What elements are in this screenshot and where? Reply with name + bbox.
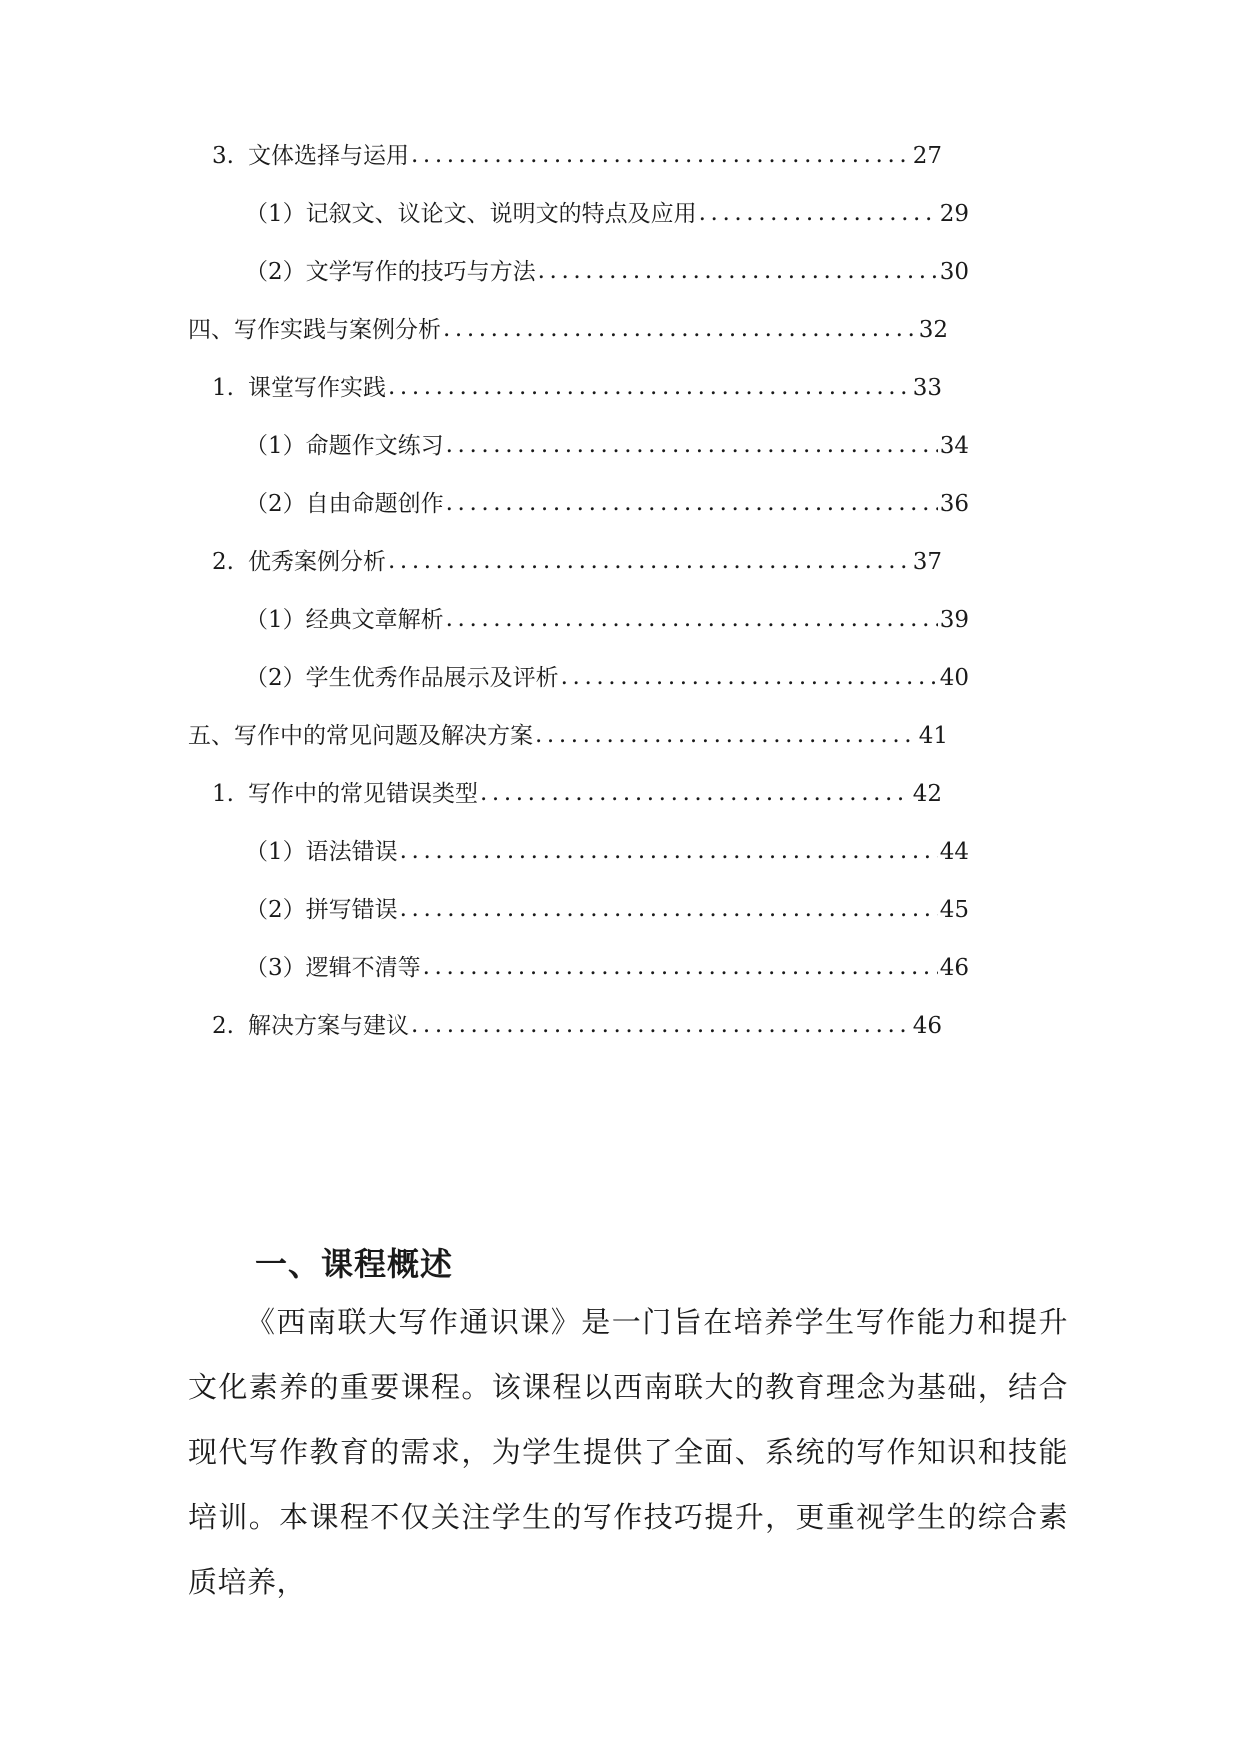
toc-entry-page: 39 — [939, 607, 969, 632]
toc-entry-title: 优秀案例分析 — [248, 549, 386, 574]
toc-leader-dots — [411, 1014, 911, 1038]
toc-entry-page: 46 — [912, 1013, 942, 1038]
toc-entry[interactable] — [188, 302, 948, 342]
toc-entry[interactable] — [245, 476, 969, 516]
toc-entry[interactable] — [245, 650, 969, 690]
toc-entry-title: （2）文学写作的技巧与方法 — [245, 259, 536, 284]
toc-leader-dots — [561, 666, 938, 690]
toc-entry[interactable] — [245, 592, 969, 632]
toc-leader-dots — [446, 434, 938, 458]
toc-entry-page: 42 — [912, 781, 942, 806]
toc-entry-number: 1. — [212, 781, 234, 806]
toc-entry[interactable] — [245, 418, 969, 458]
toc-entry[interactable] — [245, 940, 969, 980]
toc-leader-dots — [388, 376, 911, 400]
toc-entry[interactable] — [188, 708, 948, 748]
toc-entry-page: 41 — [918, 723, 948, 748]
toc-leader-dots — [443, 318, 917, 342]
toc-entry-page: 44 — [939, 839, 969, 864]
toc-entry[interactable] — [212, 766, 942, 806]
toc-leader-dots — [538, 260, 938, 284]
toc-entry-page: 46 — [939, 955, 969, 980]
toc-entry-title: （1）语法错误 — [245, 839, 398, 864]
toc-entry-page: 34 — [939, 433, 969, 458]
toc-leader-dots — [446, 492, 938, 516]
toc-leader-dots — [411, 144, 911, 168]
toc-entry-title: （1）经典文章解析 — [245, 607, 444, 632]
toc-entry-title: （2）学生优秀作品展示及评析 — [245, 665, 559, 690]
toc-entry-number: 2. — [212, 1013, 234, 1038]
toc-entry-page: 29 — [939, 201, 969, 226]
toc-leader-dots — [699, 202, 938, 226]
body-paragraph: 《西南联大写作通识课》是一门旨在培养学生写作能力和提升文化素养的重要课程。该课程以西南联大的教育理念为基础，结合现代写作教育的需求，为学生提供了全面、系统的写作知识和技能培训。本课程不仅关注学生的写作技巧提升，更重视学生的综合素质培养， — [188, 1305, 1068, 1599]
toc-entry-number: 2. — [212, 549, 234, 574]
toc-entry-title: 课堂写作实践 — [248, 375, 386, 400]
toc-entry[interactable] — [245, 824, 969, 864]
toc-entry-title: 文体选择与运用 — [248, 143, 409, 168]
section-heading: 一、课程概述 — [255, 1245, 454, 1284]
toc-entry-title: 解决方案与建议 — [248, 1013, 409, 1038]
toc-leader-dots — [423, 956, 938, 980]
toc-entry-page: 40 — [939, 665, 969, 690]
toc-entry-number: 3. — [212, 143, 234, 168]
toc-entry[interactable] — [212, 128, 942, 168]
toc-leader-dots — [400, 840, 938, 864]
toc-entry-title: （2）自由命题创作 — [245, 491, 444, 516]
toc-leader-dots — [535, 724, 917, 748]
toc-entry[interactable] — [212, 534, 942, 574]
toc-entry-number: 1. — [212, 375, 234, 400]
toc-entry-page: 45 — [939, 897, 969, 922]
toc-entry-page: 27 — [912, 143, 942, 168]
toc-entry[interactable] — [245, 882, 969, 922]
toc-entry[interactable] — [245, 244, 969, 284]
toc-entry[interactable] — [212, 360, 942, 400]
toc-entry-title: （3）逻辑不清等 — [245, 955, 421, 980]
toc-leader-dots — [480, 782, 911, 806]
toc-entry-page: 32 — [918, 317, 948, 342]
toc-leader-dots — [400, 898, 938, 922]
toc-leader-dots — [388, 550, 911, 574]
toc-entry-title: （1）命题作文练习 — [245, 433, 444, 458]
toc-entry-title: 写作中的常见错误类型 — [248, 781, 478, 806]
toc-entry-title: 四、写作实践与案例分析 — [188, 317, 441, 342]
toc-entry[interactable] — [245, 186, 969, 226]
toc-entry-page: 36 — [939, 491, 969, 516]
toc-entry-page: 30 — [939, 259, 969, 284]
toc-entry-title: 五、写作中的常见问题及解决方案 — [188, 723, 533, 748]
toc-entry-title: （2）拼写错误 — [245, 897, 398, 922]
toc-entry-page: 37 — [912, 549, 942, 574]
toc-leader-dots — [446, 608, 938, 632]
toc-entry-title: （1）记叙文、议论文、说明文的特点及应用 — [245, 201, 697, 226]
toc-entry[interactable] — [212, 998, 942, 1038]
toc-entry-page: 33 — [912, 375, 942, 400]
